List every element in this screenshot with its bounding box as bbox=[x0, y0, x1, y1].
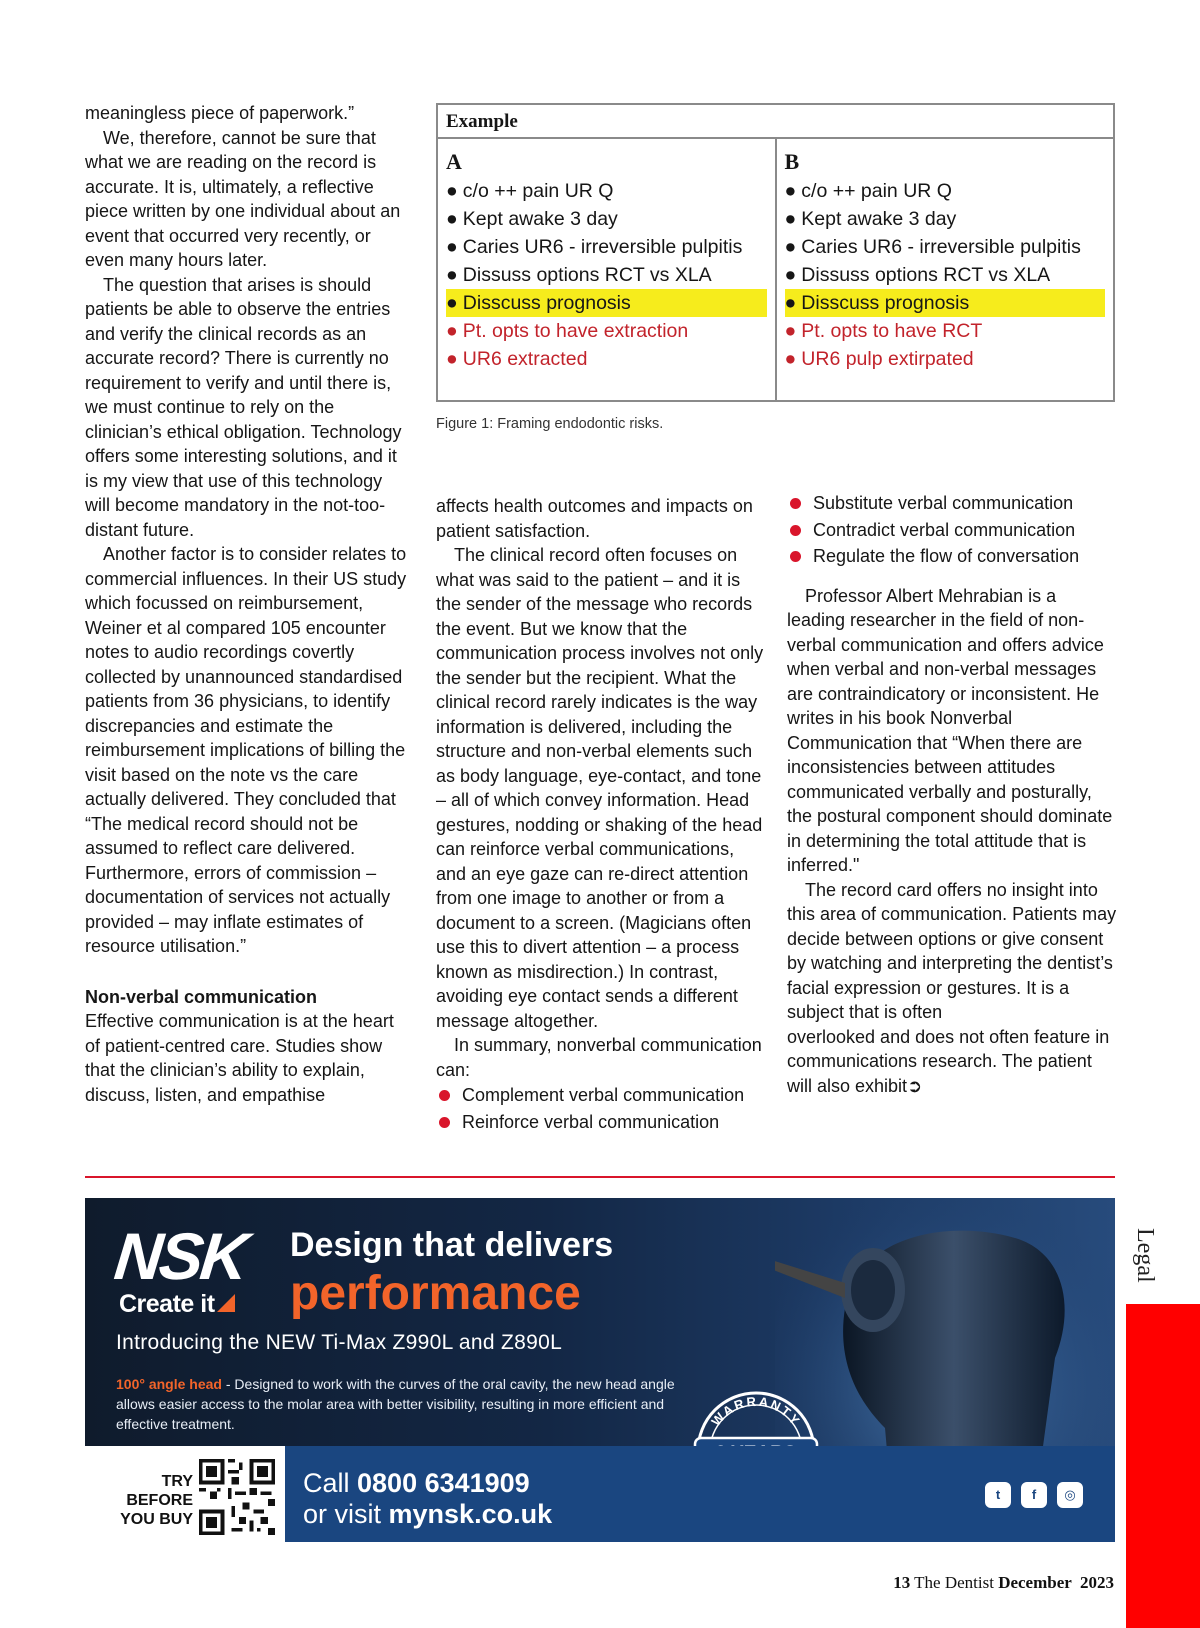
figure-item: ● c/o ++ pain UR Q bbox=[446, 180, 614, 202]
page-number: 13 bbox=[893, 1573, 911, 1592]
ad-headline: Design that delivers bbox=[290, 1226, 614, 1264]
brand-tagline: Create it bbox=[119, 1290, 245, 1319]
figure-item-red: ● UR6 extracted bbox=[446, 348, 588, 370]
paragraph: Another factor is to consider relates to commercial influences. In their US study which focussed on reimbursement, Weiner et al compared 105 encounter notes to audio recordings covertly collected by unannounced standardised patients from 36 physicians, to identify discrepancies and estimate the reimbursement implications of billing the visit based on the note vs the care actually delivered. They concluded that “The medical record should not be assumed to reflect care delivered. Furthermore, errors of commission – documentation of services not actually provided – may inflate estimates of resource utilisation.” bbox=[85, 544, 407, 956]
figure-item: ● Kept awake 3 day bbox=[784, 208, 957, 230]
list-item: Reinforce verbal communication bbox=[436, 1109, 768, 1136]
example-figure bbox=[436, 103, 1115, 402]
figure-caption: Figure 1: Framing endodontic risks. bbox=[436, 416, 664, 432]
paragraph: We, therefore, cannot be sure that what we are reading on the record is accurate. It is, ultimately, a reflective piece written by one individual about an event that occurred very recently, or even many hours later. bbox=[85, 127, 401, 270]
ad-headline-accent: performance bbox=[290, 1267, 581, 1320]
article-column-2 bbox=[436, 494, 768, 1135]
qr-code-icon[interactable] bbox=[199, 1459, 275, 1535]
section-color-tab bbox=[1126, 1304, 1200, 1628]
figure-item: ● Kept awake 3 day bbox=[446, 208, 618, 230]
article-column-3 bbox=[787, 490, 1117, 1098]
twitter-icon[interactable]: t bbox=[985, 1482, 1011, 1508]
ad-contact-bar bbox=[85, 1446, 1115, 1542]
figure-column-a bbox=[438, 139, 775, 400]
magazine-name: The Dentist bbox=[914, 1573, 994, 1592]
paragraph: In summary, nonverbal communication can: bbox=[436, 1035, 762, 1080]
contact-text: Call 0800 6341909 or visit mynsk.co.uk bbox=[303, 1468, 553, 1529]
list-item: Regulate the flow of conversation bbox=[787, 543, 1117, 570]
figure-item: ● Dissuss options RCT vs XLA bbox=[784, 264, 1051, 286]
brand-wordmark: NSK bbox=[111, 1219, 250, 1293]
figure-item-highlighted: ● Disscuss prognosis bbox=[446, 289, 767, 317]
paragraph: Effective communication is at the heart of patient-centred care. Studies show that the clinician’s ability to explain, discuss, listen, and empathise bbox=[85, 1011, 394, 1105]
article-column-1 bbox=[85, 101, 410, 1107]
figure-item: ● Caries UR6 - irreversible pulpitis bbox=[446, 236, 743, 258]
list-item: Complement verbal communication bbox=[436, 1082, 768, 1109]
issue-date: December 2023 bbox=[998, 1573, 1114, 1592]
figure-item-highlighted: ● Disscuss prognosis bbox=[785, 289, 1106, 317]
website-link[interactable]: mynsk.co.uk bbox=[388, 1499, 553, 1529]
paragraph: meaningless piece of paperwork.” bbox=[85, 103, 355, 123]
figure-item-red: ● Pt. opts to have extraction bbox=[446, 320, 689, 342]
paragraph: The record card offers no insight into this area of communication. Patients may decide between options or give consent by watching and interpreting the dentist’s facial expression or gestures. It is a subject that is often overlooked and does not often feature in communications research. The patient will also exhibit➲ bbox=[787, 879, 1117, 1096]
figure-item: ● Dissuss options RCT vs XLA bbox=[446, 264, 712, 286]
ad-subheading: Introducing the NEW Ti-Max Z990L and Z890L bbox=[116, 1331, 563, 1354]
nsk-advertisement[interactable] bbox=[85, 1198, 1115, 1542]
page-footer bbox=[893, 1573, 1114, 1593]
paragraph: The clinical record often focuses on what was said to the patient – and it is the sender of the message who records the event. But we know that the communication process involves not only the sender but the recipient. What the clinical record rarely indicates is the way information is delivered, including the structure and non-verbal elements such as body language, eye-contact, and tone – all of which convey information. Head gestures, nodding or shaking of the head can reinforce verbal communications, and an eye gaze can re-direct attention from one image to another or from a document to a screen. (Magicians often use this to divert attention – a process known as misdirection.) In contrast, avoiding eye contact sends a different message altogether. bbox=[436, 545, 764, 1031]
nsk-logo bbox=[111, 1219, 250, 1319]
paragraph: The question that arises is should patients be able to observe the entries and verify the clinical records as an accurate record? There is currently no requirement to verify and until there is, we must continue to rely on the clinician’s ethical obligation. Technology offers some interesting solutions, and it is my view that use of this technology will become mandatory in the not-too-distant future. bbox=[85, 274, 402, 540]
figure-item-red: ● UR6 pulp extirpated bbox=[784, 348, 974, 370]
figure-item-red: ● Pt. opts to have RCT bbox=[784, 320, 983, 342]
paragraph: affects health outcomes and impacts on patient satisfaction. bbox=[436, 496, 753, 541]
section-tab-label: Legal bbox=[1132, 1228, 1158, 1283]
section-heading: Non-verbal communication bbox=[85, 986, 318, 1007]
figure-item: ● Caries UR6 - irreversible pulpitis bbox=[784, 236, 1081, 258]
instagram-icon[interactable]: ◎ bbox=[1057, 1482, 1083, 1508]
social-icons bbox=[985, 1482, 1083, 1508]
bullet-list bbox=[787, 490, 1117, 570]
figure-title: Example bbox=[438, 105, 1113, 139]
list-item: Substitute verbal communication bbox=[787, 490, 1117, 517]
continue-arrow-icon: ➲ bbox=[907, 1075, 923, 1096]
list-item: Contradict verbal communication bbox=[787, 517, 1117, 544]
facebook-icon[interactable]: f bbox=[1021, 1482, 1047, 1508]
try-before-you-buy: TRY BEFORE YOU BUY bbox=[85, 1446, 285, 1542]
figure-column-b bbox=[775, 139, 1114, 400]
bullet-list bbox=[436, 1082, 768, 1135]
phone-number[interactable]: 0800 6341909 bbox=[357, 1468, 530, 1498]
column-label: B bbox=[784, 149, 800, 174]
triangle-icon bbox=[217, 1294, 235, 1312]
ad-description: 100° angle head - Designed to work with the curves of the oral cavity, the new head angle allows easier access to the molar area with better visibility, resulting in more efficient and effective treatment. bbox=[116, 1376, 675, 1432]
paragraph: Professor Albert Mehrabian is a leading researcher in the field of non-verbal communication and offers advice when verbal and non-verbal messages are contraindicatory or inconsistent. He writes in his book Nonverbal Communication that “When there are inconsistencies between attitudes communicated verbally and posturally, the postural component should dominate in determining the total attitude that is inferred." bbox=[787, 585, 1113, 875]
section-divider bbox=[85, 1176, 1115, 1178]
svg-text:WARRANTY: WARRANTY bbox=[708, 1393, 804, 1429]
figure-item: ● c/o ++ pain UR Q bbox=[784, 180, 952, 202]
column-label: A bbox=[446, 149, 462, 174]
